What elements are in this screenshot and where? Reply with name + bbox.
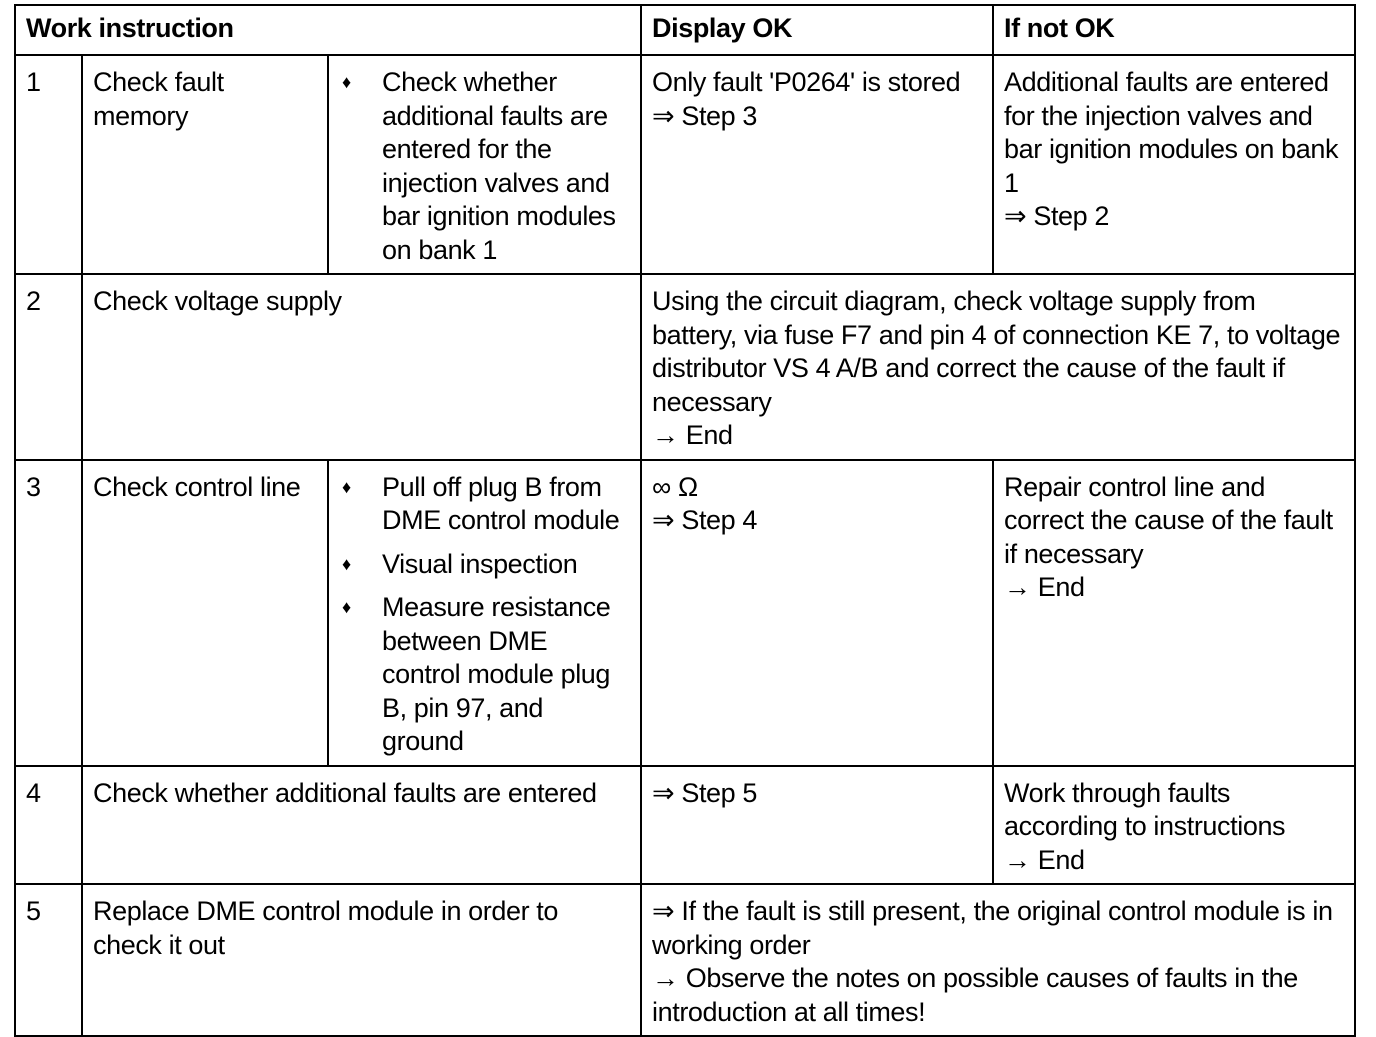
table-row [15, 460, 1355, 766]
header-display-ok: Display OK [641, 5, 993, 55]
diamond-bullet-icon: ♦ [342, 72, 351, 92]
bullet-item: ♦ Pull off plug B from DME control module [339, 471, 630, 538]
instruction-text: Check fault memory [82, 55, 328, 274]
bullet-item: ♦ Check whether additional faults are entered for the injection valves and bar ignition modules on bank 1 [339, 66, 630, 267]
display-ok-cell: ⇒ Step 5 [641, 766, 993, 885]
instruction-text: Check whether additional faults are entered [82, 766, 641, 885]
work-instruction-table [14, 4, 1356, 1037]
not-ok-cell: Additional faults are entered for the injection valves and bar ignition modules on bank 1 ⇒ Step 2 [993, 55, 1355, 274]
step-number: 1 [15, 55, 82, 274]
diamond-bullet-icon: ♦ [342, 553, 351, 574]
result-cell: ⇒ If the fault is still present, the original control module is in working order → Observe the notes on possible causes of faults in the introduction at all times! [641, 884, 1355, 1036]
table-header-row [15, 5, 1355, 55]
table-row [15, 766, 1355, 885]
bullet-item: ♦ Measure resistance between DME control module plug B, pin 97, and ground [339, 591, 630, 759]
display-ok-cell: ∞ Ω ⇒ Step 4 [641, 460, 993, 766]
step-number: 2 [15, 274, 82, 460]
instruction-text: Check control line [82, 460, 328, 766]
header-work-instruction: Work instruction [15, 5, 641, 55]
diamond-bullet-icon: ♦ [342, 597, 351, 617]
instruction-steps [328, 55, 641, 274]
step-number: 5 [15, 884, 82, 1036]
header-if-not-ok: If not OK [993, 5, 1355, 55]
result-cell: Using the circuit diagram, check voltage supply from battery, via fuse F7 and pin 4 of connection KE 7, to voltage distributor VS 4 A/B and correct the cause of the fault if necessary → End [641, 274, 1355, 460]
bullet-item: ♦ Visual inspection [339, 548, 630, 582]
display-ok-cell: Only fault 'P0264' is stored ⇒ Step 3 [641, 55, 993, 274]
diamond-bullet-icon: ♦ [342, 476, 351, 497]
instruction-text: Check voltage supply [82, 274, 641, 460]
step-number: 3 [15, 460, 82, 766]
not-ok-cell: Repair control line and correct the cause of the fault if necessary → End [993, 460, 1355, 766]
step-number: 4 [15, 766, 82, 885]
table-row [15, 274, 1355, 460]
instruction-steps [328, 460, 641, 766]
not-ok-cell: Work through faults according to instructions → End [993, 766, 1355, 885]
instruction-text: Replace DME control module in order to check it out [82, 884, 641, 1036]
table-row [15, 884, 1355, 1036]
table-row [15, 55, 1355, 274]
